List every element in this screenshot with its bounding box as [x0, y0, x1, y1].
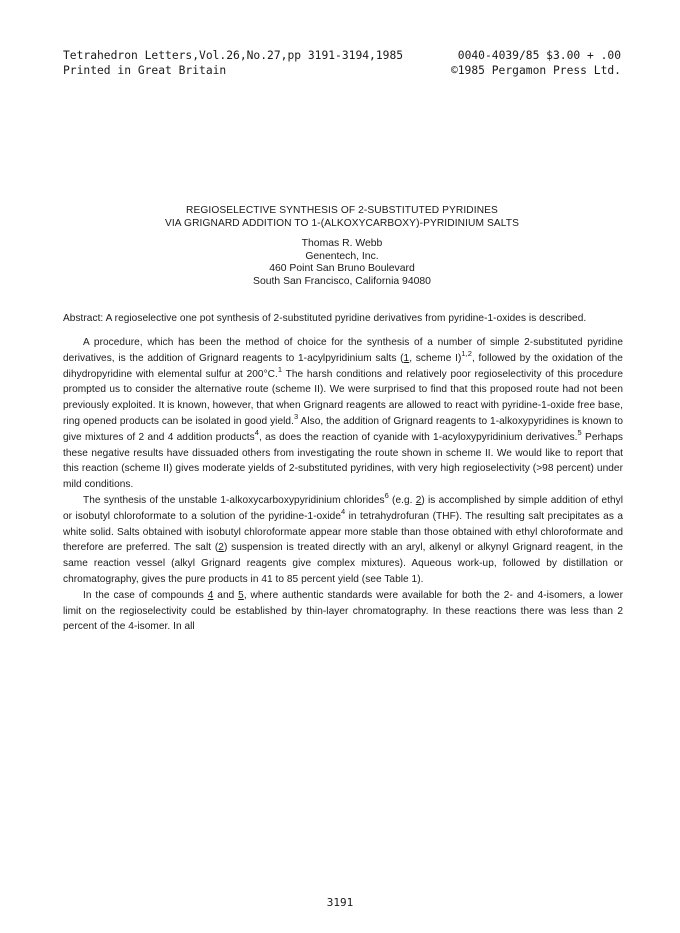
- author-block: [63, 238, 621, 288]
- citation-superscript: 4: [254, 427, 259, 437]
- compound-ref: 5: [238, 589, 244, 601]
- citation-superscript: 4: [341, 506, 346, 516]
- paragraph-1: [63, 335, 623, 493]
- author-name: Thomas R. Webb: [301, 238, 383, 249]
- compound-ref: 2: [415, 494, 422, 506]
- p3-text-1: In the case of compounds: [83, 589, 208, 601]
- p3-text-2: and: [213, 589, 239, 601]
- price-code: 0040-4039/85 $3.00 + .00: [457, 49, 621, 62]
- p2-text-2: (e.g.: [388, 494, 416, 506]
- paragraph-2: [63, 490, 624, 588]
- citation-superscript: 6: [384, 490, 389, 500]
- paragraph-3: [63, 588, 623, 635]
- p1-text-2: , scheme I): [409, 352, 462, 364]
- p1-text-3: , followed by the oxidation of the dihydropyridine with elemental sulfur at 200°C.: [63, 352, 623, 380]
- p1-text-5: Also, the addition of Grignard reagents to 1-alkoxypyridines is known to give mixtures of 2 and 4 addition products: [63, 415, 623, 443]
- citation-superscript: 3: [293, 411, 299, 421]
- citation-superscript: 1,2: [461, 348, 472, 358]
- title-line-2: VIA GRIGNARD ADDITION TO 1-(ALKOXYCARBOXY)-PYRIDINIUM SALTS: [164, 217, 520, 229]
- citation-superscript: 1: [277, 364, 283, 374]
- title-line-1: REGIOSELECTIVE SYNTHESIS OF 2-SUBSTITUTED PYRIDINES: [186, 205, 498, 216]
- p1-text-6: , as does the reaction of cyanide with 1-acyloxypyridinium derivatives.: [259, 431, 578, 443]
- p2-text-4: in tetrahydrofuran (THF). The resulting salt precipitates as a white solid. Salts obtained with isobutyl chloroformate appear more stable than those obtained with ethyl chloroformate and therefore are preferred. The salt (: [63, 510, 623, 554]
- header-row-1: [63, 48, 621, 63]
- compound-ref: 1: [403, 352, 410, 364]
- p1-text-4: The harsh conditions and relatively poor regioselectivity of this procedure prompted us to consider the alternative route (scheme II). We were surprised to find that this proposed route had not been previously exploited. It is known, however, that when Grignard reagents are allowed to react with pyridine-1-oxide free base, ring opened products can be isolated in good yield.: [63, 368, 623, 427]
- header-row-2: [63, 63, 621, 78]
- page-number: 3191: [326, 896, 354, 909]
- citation-superscript: 5: [577, 427, 582, 437]
- abstract: Abstract: A regioselective one pot synthesis of 2-substituted pyridine derivatives from pyridine-1-oxides is described.: [63, 313, 587, 324]
- author-affiliation: Genentech, Inc.: [305, 250, 379, 262]
- author-city: South San Francisco, California 94080: [253, 275, 431, 287]
- copyright: ©1985 Pergamon Press Ltd.: [450, 64, 621, 77]
- p2-text-1: The synthesis of the unstable 1-alkoxycarboxypyridinium chlorides: [83, 494, 385, 506]
- printed-in: Printed in Great Britain: [63, 64, 227, 77]
- author-street: 460 Point San Bruno Boulevard: [269, 263, 415, 275]
- compound-ref: 4: [207, 589, 214, 601]
- journal-header: [63, 48, 621, 78]
- journal-citation: Tetrahedron Letters,Vol.26,No.27,pp 3191-3194,1985: [63, 49, 404, 62]
- compound-ref: 2: [218, 542, 224, 554]
- p2-text-3: ) is accomplished by simple addition of ethyl or isobutyl chloroformate to a solution of the pyridine-1-oxide: [63, 494, 624, 522]
- article-title: [63, 205, 621, 230]
- article-body: [63, 312, 623, 635]
- p2-text-5: ) suspension is treated directly with an aryl, alkenyl or alkynyl Grignard reagent, in the same reaction vessel (alkyl Grignard reagents give complex mixtures). Aqueous work-up, followed by distillation or chromatography, gives the pure products in 41 to 85 percent yield (see Table 1).: [63, 542, 623, 585]
- p3-text-3: , where authentic standards were available for both the 2- and 4-isomers, a lower limit on the regioselectivity could be established by thin-layer chromatography. In these reactions there was less than 2 percent of the 4-isomer. In all: [63, 589, 623, 633]
- p1-text-1: A procedure, which has been the method of choice for the synthesis of a number of simple 2-substituted pyridine derivatives, is the addition of Grignard reagents to 1-acylpyridinium salts (: [63, 337, 623, 364]
- p1-text-7: Perhaps these negative results have dissuaded others from investigating the route shown in scheme II. We would like to report that this reaction (scheme II) gives moderate yields of 2-substituted pyridines, with very high regioselectivity (>98 percent) under mild conditions.: [63, 431, 623, 491]
